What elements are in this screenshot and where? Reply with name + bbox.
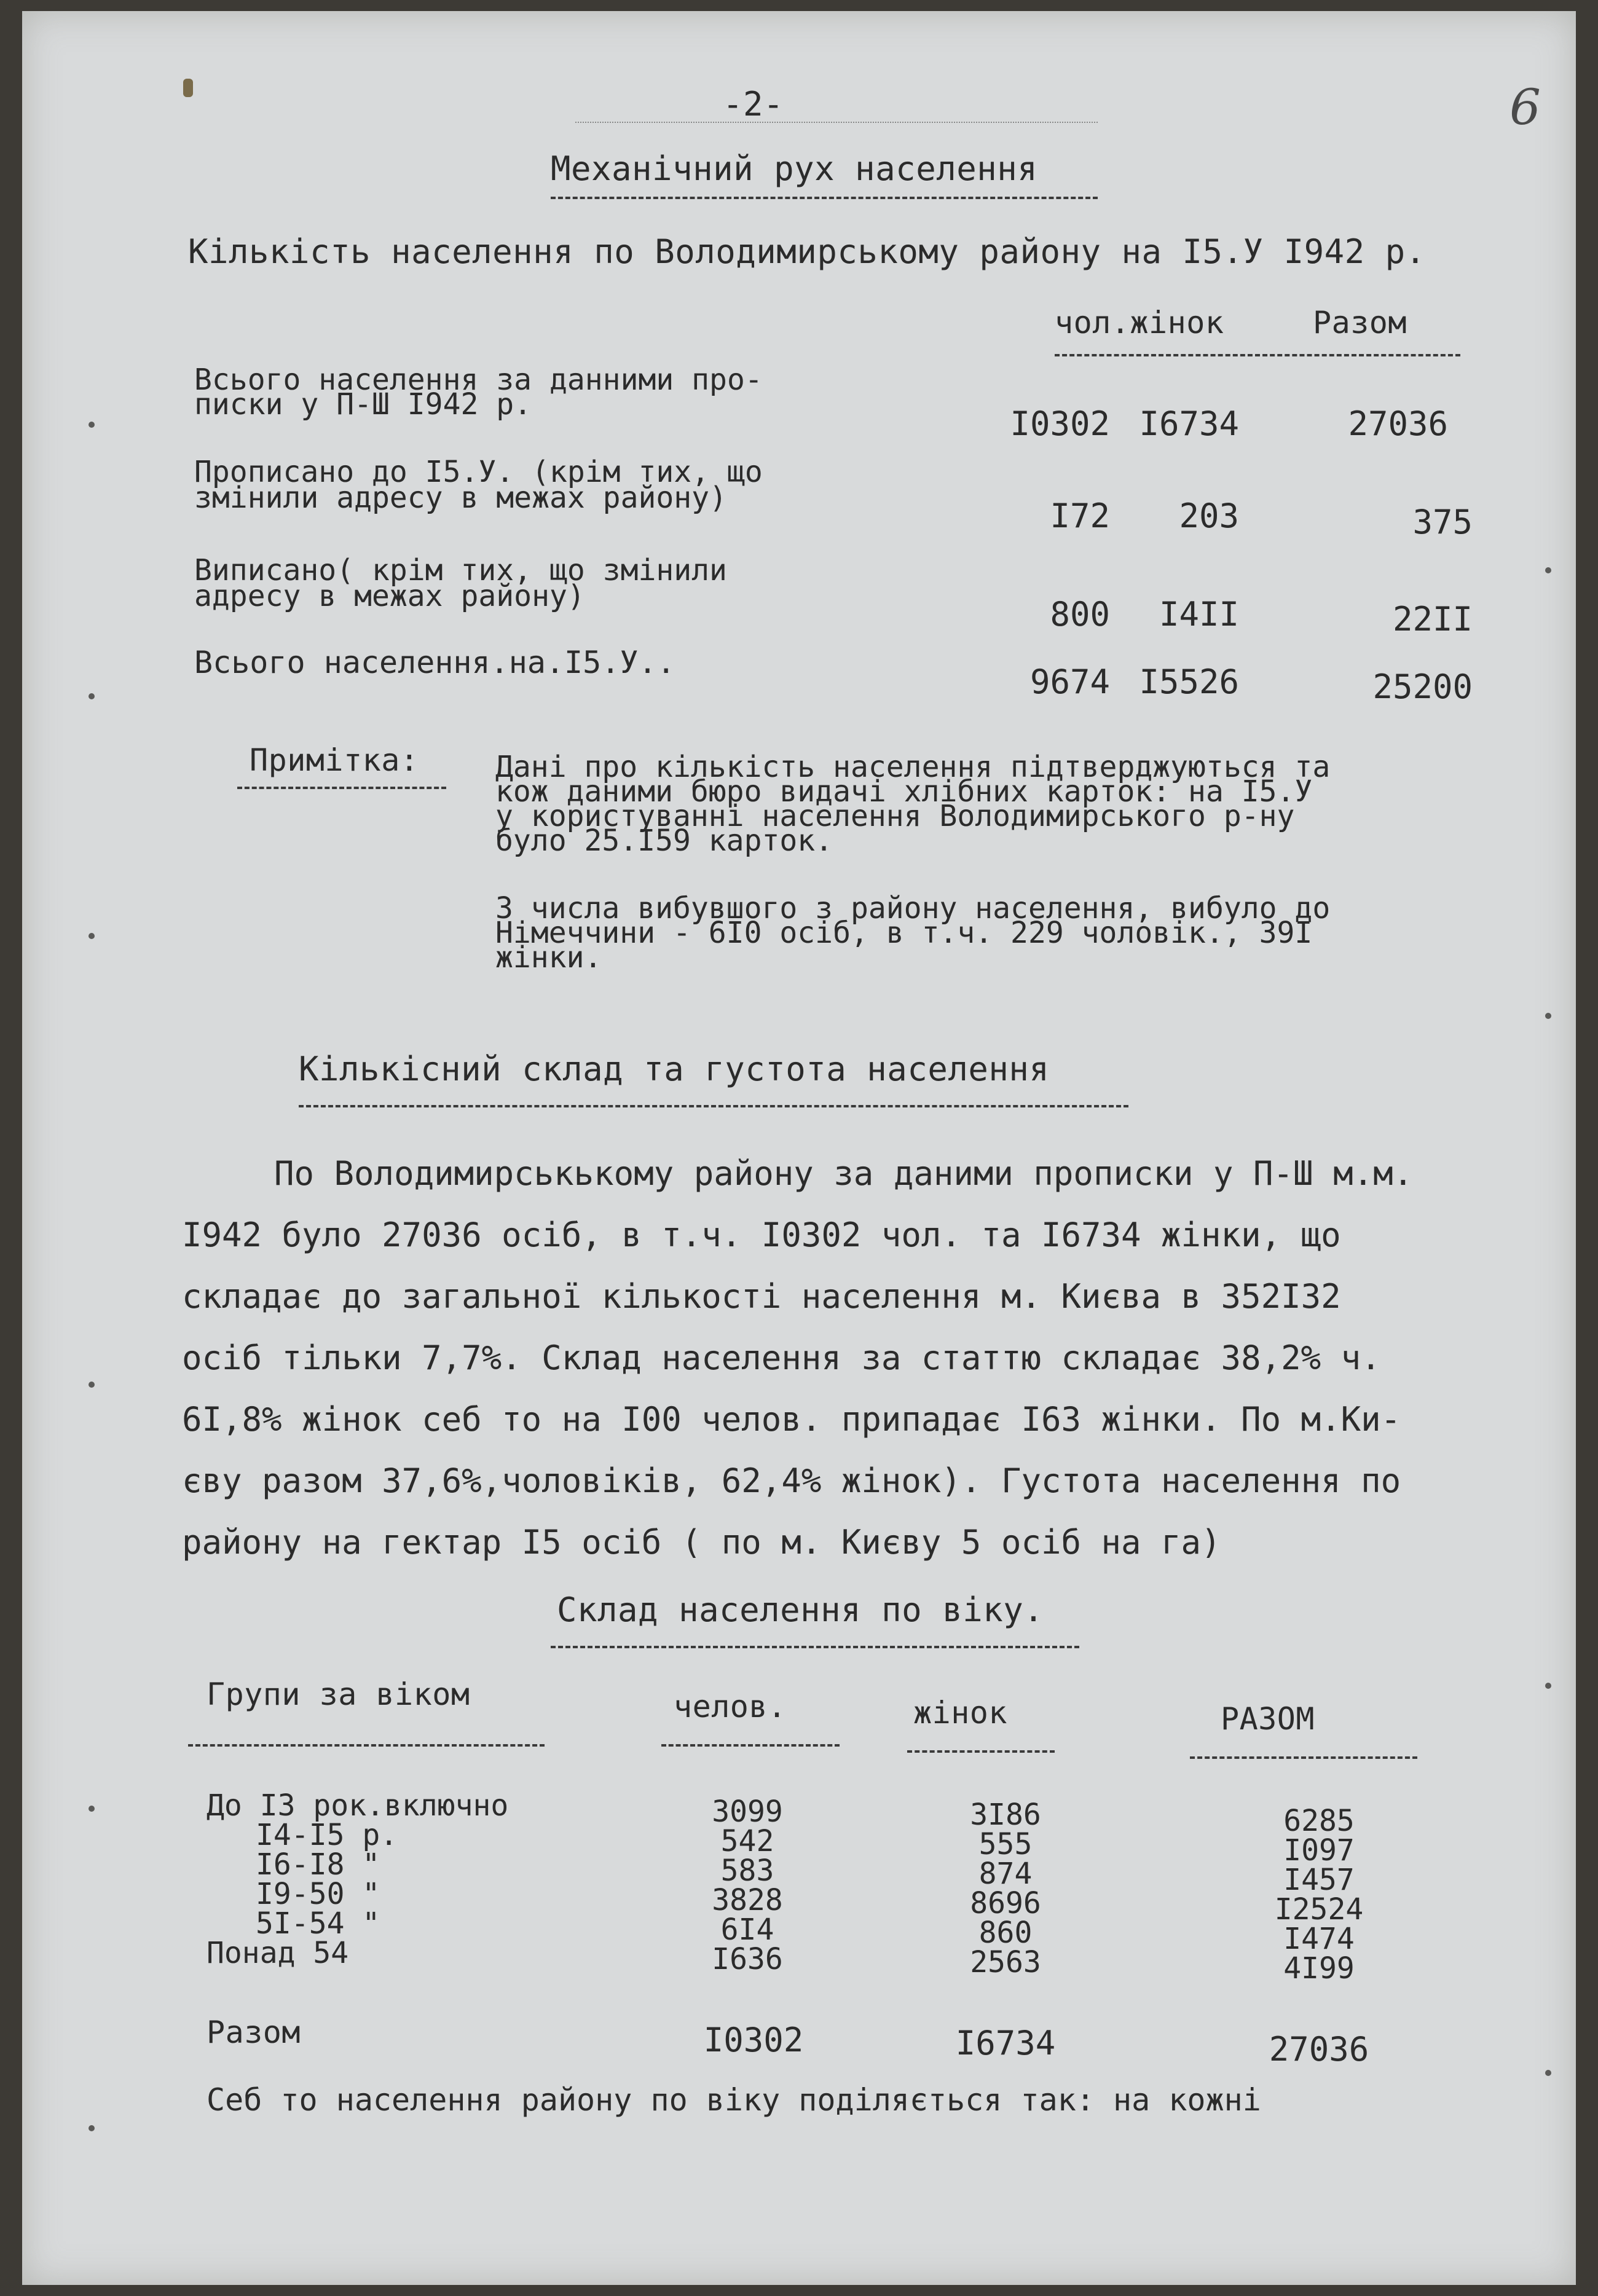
row-label-line2: писки у П-Ш I942 р. — [194, 387, 532, 422]
age-row-women: 2563 — [970, 1945, 1041, 1980]
binding-hole-mark — [1545, 1683, 1551, 1689]
age-sum-men: I0302 — [703, 2021, 804, 2059]
paragraph-line: складає до загальної кількості населення м. Києва в 352I32 — [182, 1277, 1341, 1316]
col-men-underline — [661, 1744, 840, 1747]
section3-heading-underline — [551, 1646, 1079, 1648]
col-age-group-header: Групи за віком — [207, 1677, 470, 1712]
note-label-underline — [237, 787, 446, 789]
section3-heading: Склад населення по віку. — [557, 1590, 1044, 1629]
age-row-women: 8696 — [970, 1886, 1041, 1921]
row-label-line2: змінили адресу в межах району) — [194, 481, 727, 515]
age-row-total: I474 — [1283, 1922, 1355, 1956]
binding-hole-mark — [89, 1382, 95, 1388]
row-label-line1: Всього населення.на.I5.У.. — [194, 645, 675, 680]
age-row-men: I636 — [712, 1942, 783, 1976]
row-label-line1: Прописано до I5.У. (крім тих, що — [194, 455, 763, 489]
age-row-label: I9-50 " — [256, 1877, 380, 1911]
paragraph-line: 6I,8% жінок себ то на I00 челов. припадає I63 жінки. По м.Ки- — [182, 1400, 1401, 1439]
section2-heading-underline — [299, 1105, 1128, 1107]
col-total-header: РАЗОМ — [1221, 1701, 1315, 1737]
row-label-line1: Виписано( крім тих, що змінили — [194, 553, 727, 588]
note-line: у користуванні населення Володимирського р-ну — [495, 799, 1295, 833]
age-sum-label: Разом — [207, 2015, 301, 2050]
paragraph-line: осіб тільки 7,7%. Склад населення за статтю складає 38,2% ч. — [182, 1339, 1381, 1377]
age-row-women: 860 — [978, 1916, 1033, 1950]
col-men-women-header: чол.жінок — [1055, 305, 1224, 340]
row-women: I6734 — [1139, 404, 1239, 443]
section1-heading-underline — [551, 197, 1098, 199]
col-women-underline — [907, 1750, 1055, 1753]
row-women: I4II — [1159, 595, 1239, 634]
page-number: -2- — [723, 85, 784, 124]
age-row-total: I2524 — [1274, 1892, 1364, 1927]
binding-hole-mark — [1545, 1013, 1551, 1019]
age-sum-women: I6734 — [955, 2024, 1056, 2062]
row-total: 25200 — [1372, 667, 1473, 706]
section2-heading: Кількісний склад та густота населення — [299, 1050, 1050, 1088]
col-age-group-underline — [188, 1744, 545, 1747]
col-men-header: челов. — [674, 1689, 787, 1724]
paragraph-line: I942 було 27036 осіб, в т.ч. I0302 чол. та I6734 жінки, що — [182, 1216, 1341, 1254]
closing-line: Себ то населення району по віку поділяється так: на кожні — [207, 2082, 1261, 2118]
age-row-men: 3099 — [712, 1795, 783, 1829]
paragraph-line: району на гектар I5 осіб ( по м. Києву 5 осіб на га) — [182, 1523, 1221, 1562]
note-line: кож даними бюро видачі хлібних карток: на I5.У — [495, 774, 1313, 809]
age-row-total: 6285 — [1283, 1804, 1355, 1838]
note2-line: жінки. — [495, 940, 602, 975]
binding-hole-mark — [1545, 2070, 1551, 2076]
note-line: було 25.I59 карток. — [495, 824, 833, 858]
note-line: Дані про кількість населення підтверджуються та — [495, 750, 1331, 784]
row-total: 375 — [1412, 503, 1473, 541]
age-row-label: I6-I8 " — [256, 1847, 380, 1882]
row-men: I72 — [1050, 497, 1110, 535]
age-row-men: 3828 — [712, 1883, 783, 1917]
binding-hole-mark — [89, 422, 95, 428]
paragraph-line: єву разом 37,6%,чоловіків, 62,4% жінок). Густота населення по — [182, 1461, 1401, 1500]
row-label-line2: адресу в межах району) — [194, 579, 585, 613]
age-row-women: 3I86 — [970, 1798, 1041, 1832]
ink-stain-mark — [183, 79, 193, 97]
note2-line: Німеччини - 6I0 осіб, в т.ч. 229 чоловік., 39I — [495, 916, 1313, 950]
section1-heading: Механічний рух населення — [551, 149, 1038, 188]
row-women: I5526 — [1139, 662, 1239, 701]
row-men: 9674 — [1029, 662, 1110, 701]
age-row-label: Понад 54 — [207, 1936, 349, 1970]
age-row-label: I4-I5 р. — [256, 1818, 398, 1852]
binding-hole-mark — [89, 2125, 95, 2131]
note2-line: З числа вибувшого з району населення, вибуло до — [495, 891, 1331, 926]
binding-hole-mark — [89, 1806, 95, 1812]
header-underline — [1055, 354, 1460, 356]
age-row-total: 4I99 — [1283, 1951, 1355, 1986]
row-total: 22II — [1392, 600, 1473, 639]
age-row-total: I097 — [1283, 1833, 1355, 1868]
row-men: 800 — [1050, 595, 1110, 634]
binding-hole-mark — [1545, 567, 1551, 573]
age-row-men: 542 — [720, 1824, 774, 1858]
age-row-women: 874 — [978, 1857, 1033, 1891]
age-row-total: I457 — [1283, 1863, 1355, 1897]
row-men: I0302 — [1010, 404, 1110, 443]
faint-rule — [575, 122, 1098, 123]
handwritten-page-number: 6 — [1509, 79, 1541, 136]
col-total-underline — [1190, 1756, 1417, 1759]
age-row-men: 6I4 — [720, 1913, 774, 1947]
col-women-header: жінок — [913, 1695, 1008, 1731]
age-row-label: 5I-54 " — [256, 1906, 380, 1941]
note-label: Примітка: — [250, 742, 419, 778]
age-row-women: 555 — [978, 1827, 1033, 1862]
paragraph-line: По Володимирськькому району за даними прописки у П-Ш м.м. — [274, 1154, 1414, 1193]
age-sum-total: 27036 — [1269, 2030, 1369, 2069]
population-table-title: Кількість населення по Володимирському району на I5.У I942 р. — [188, 232, 1426, 271]
row-total: 27036 — [1348, 404, 1448, 443]
document-page — [22, 11, 1576, 2285]
age-row-men: 583 — [720, 1854, 774, 1888]
row-women: 203 — [1179, 497, 1239, 535]
binding-hole-mark — [89, 933, 95, 939]
col-total-header: Разом — [1313, 305, 1407, 340]
binding-hole-mark — [89, 693, 95, 699]
row-label-line1: Всього населення за данними про- — [194, 363, 763, 397]
age-row-label: До I3 рок.включно — [207, 1788, 509, 1823]
